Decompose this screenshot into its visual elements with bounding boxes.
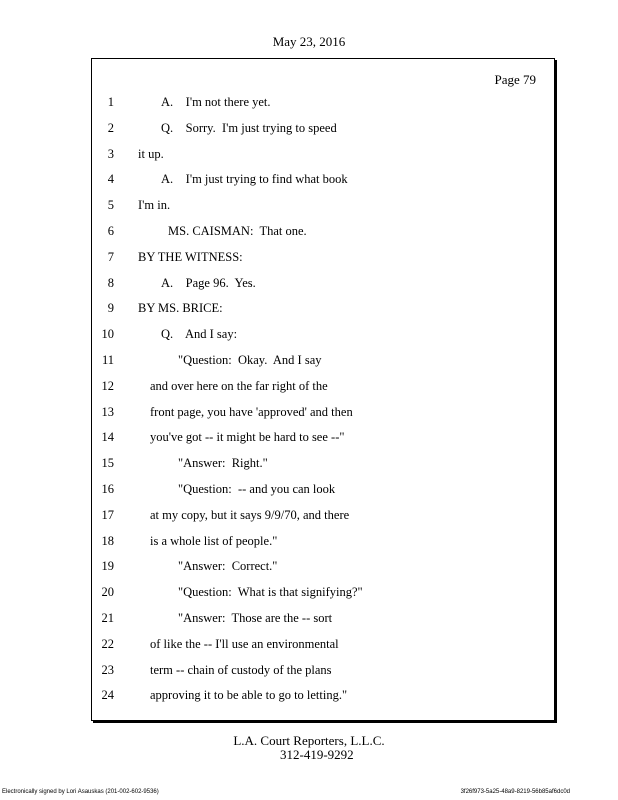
reporter-phone: 312-419-9292 bbox=[280, 747, 354, 762]
line-text: MS. CAISMAN: That one. bbox=[168, 224, 307, 238]
transcript-line bbox=[92, 298, 556, 318]
line-text: A. I'm not there yet. bbox=[161, 95, 271, 109]
line-number: 3 bbox=[107, 146, 114, 161]
transcript-line bbox=[92, 453, 556, 473]
line-text: "Question: Okay. And I say bbox=[178, 353, 322, 367]
electronic-signature: Electronically signed by Lori Asauskas (201-002-602-9536) bbox=[2, 789, 159, 795]
line-number: 20 bbox=[101, 585, 114, 600]
line-text: BY MS. BRICE: bbox=[138, 301, 223, 316]
transcript-line bbox=[92, 402, 556, 422]
transcript-line bbox=[92, 556, 556, 576]
transcript-line bbox=[92, 376, 556, 396]
reporter-company: L.A. Court Reporters, L.L.C. bbox=[233, 733, 385, 748]
line-number: 24 bbox=[101, 688, 114, 703]
line-text: BY THE WITNESS: bbox=[138, 249, 243, 264]
line-text: "Question: What is that signifying?" bbox=[178, 585, 363, 600]
page-number: Page 79 bbox=[494, 72, 536, 87]
transcript-page-frame bbox=[91, 58, 555, 721]
transcript-line bbox=[92, 273, 556, 293]
line-text: "Answer: Correct." bbox=[178, 559, 278, 574]
transcript-line bbox=[92, 531, 556, 551]
line-number: 6 bbox=[107, 224, 114, 238]
line-text: Q. Sorry. I'm just trying to speed bbox=[161, 120, 337, 135]
line-number: 17 bbox=[101, 507, 114, 522]
line-text: and over here on the far right of the bbox=[150, 378, 328, 393]
transcript-line bbox=[92, 427, 556, 447]
line-text: I'm in. bbox=[138, 198, 171, 213]
line-number: 15 bbox=[101, 456, 114, 471]
line-number: 11 bbox=[101, 353, 114, 367]
line-number: 1 bbox=[107, 95, 114, 109]
line-number: 18 bbox=[101, 533, 114, 548]
line-number: 19 bbox=[101, 559, 114, 574]
line-text: at my copy, but it says 9/9/70, and there bbox=[150, 507, 350, 522]
transcript-line bbox=[92, 221, 556, 241]
document-hash: 3f26f973-5a25-48a9-8219-56b85af6dc0d bbox=[460, 789, 570, 795]
line-number: 23 bbox=[101, 662, 114, 677]
line-number: 4 bbox=[107, 172, 114, 187]
line-text: front page, you have 'approved' and then bbox=[150, 404, 353, 419]
line-text: it up. bbox=[138, 146, 164, 161]
transcript-date: May 23, 2016 bbox=[272, 34, 346, 49]
line-text: Q. And I say: bbox=[161, 327, 238, 342]
transcript-line bbox=[92, 247, 556, 267]
line-text: approving it to be able to go to letting." bbox=[150, 688, 348, 703]
line-number: 13 bbox=[101, 404, 114, 419]
line-text: "Answer: Right." bbox=[178, 456, 268, 471]
transcript-line bbox=[92, 169, 556, 189]
line-number: 7 bbox=[107, 249, 114, 264]
transcript-line bbox=[92, 634, 556, 654]
transcript-line bbox=[92, 195, 556, 215]
transcript-line bbox=[92, 92, 556, 112]
line-number: 2 bbox=[107, 120, 114, 135]
line-number: 5 bbox=[107, 198, 114, 213]
transcript-line bbox=[92, 118, 556, 138]
transcript-line bbox=[92, 144, 556, 164]
transcript-line bbox=[92, 324, 556, 344]
line-number: 21 bbox=[101, 611, 114, 625]
transcript-line bbox=[92, 350, 556, 370]
transcript-line bbox=[92, 505, 556, 525]
line-text: A. I'm just trying to find what book bbox=[161, 172, 348, 187]
line-number: 14 bbox=[101, 430, 114, 445]
line-text: "Question: -- and you can look bbox=[178, 482, 336, 496]
transcript-line bbox=[92, 479, 556, 499]
line-number: 22 bbox=[101, 636, 114, 651]
line-text: "Answer: Those are the -- sort bbox=[178, 611, 333, 625]
transcript-line bbox=[92, 685, 556, 705]
line-text: of like the -- I'll use an environmental bbox=[150, 636, 339, 651]
line-text: you've got -- it might be hard to see --" bbox=[150, 430, 345, 445]
line-number: 16 bbox=[101, 482, 114, 496]
line-text: term -- chain of custody of the plans bbox=[150, 662, 332, 677]
line-number: 8 bbox=[107, 275, 114, 290]
line-text: is a whole list of people." bbox=[150, 533, 278, 548]
line-number: 10 bbox=[101, 327, 114, 342]
line-text: A. Page 96. Yes. bbox=[161, 275, 256, 290]
line-number: 9 bbox=[107, 301, 114, 316]
transcript-line bbox=[92, 582, 556, 602]
transcript-line bbox=[92, 608, 556, 628]
transcript-line bbox=[92, 660, 556, 680]
line-number: 12 bbox=[101, 378, 114, 393]
